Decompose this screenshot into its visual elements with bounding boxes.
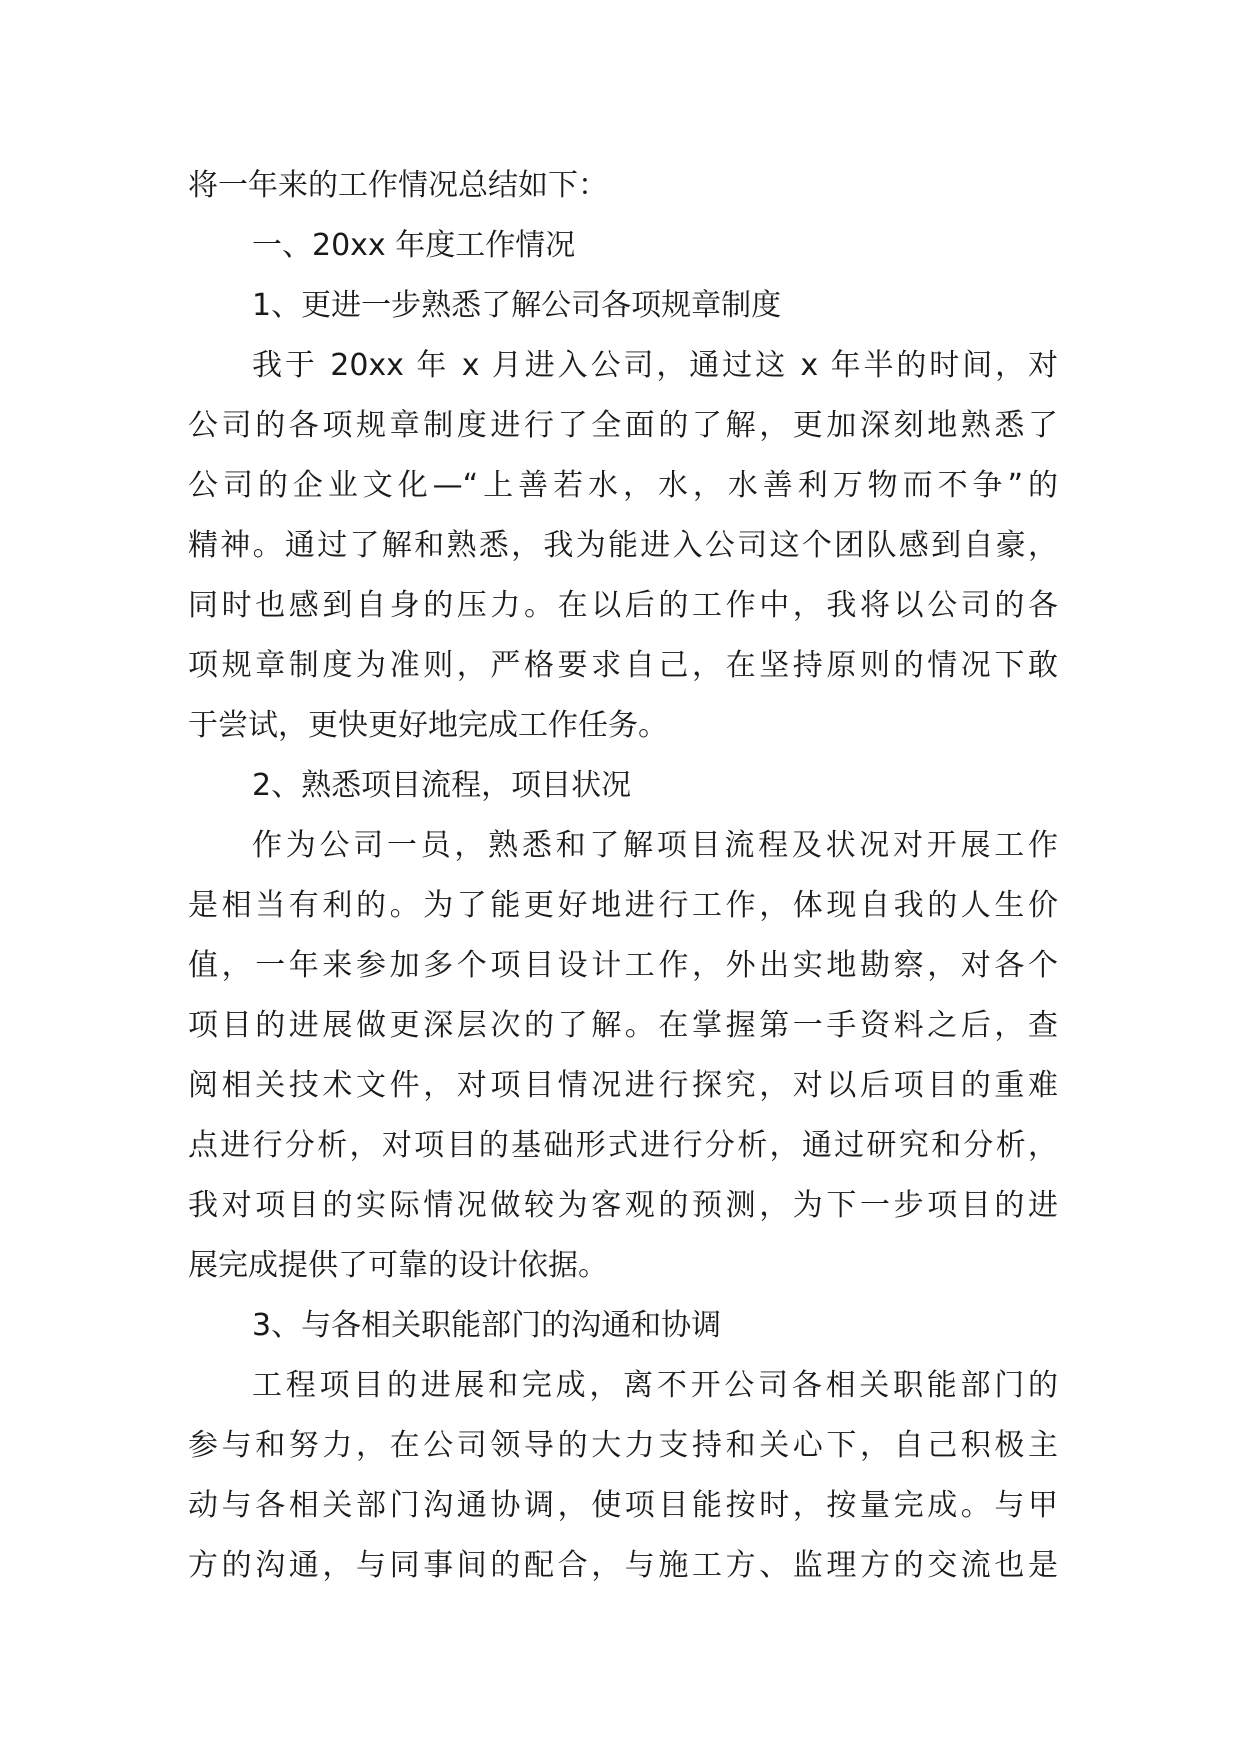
text-line: 公司的各项规章制度进行了全面的了解，更加深刻地熟悉了 bbox=[188, 408, 1058, 443]
text-line: 是相当有利的。为了能更好地进行工作，体现自我的人生价 bbox=[188, 888, 1058, 923]
text-line: 1、更进一步熟悉了解公司各项规章制度 bbox=[252, 288, 782, 323]
text-line: 同时也感到自身的压力。在以后的工作中，我将以公司的各 bbox=[188, 588, 1058, 623]
text-line: 一、20xx 年度工作情况 bbox=[252, 228, 576, 263]
text-line: 点进行分析，对项目的基础形式进行分析，通过研究和分析， bbox=[188, 1128, 1058, 1163]
text-line: 公司的企业文化—“上善若水，水，水善利万物而不争”的 bbox=[188, 468, 1058, 503]
text-line: 我对项目的实际情况做较为客观的预测，为下一步项目的进 bbox=[188, 1188, 1058, 1223]
text-line: 阅相关技术文件，对项目情况进行探究，对以后项目的重难 bbox=[188, 1068, 1058, 1103]
text-line: 参与和努力，在公司领导的大力支持和关心下，自己积极主 bbox=[188, 1428, 1058, 1463]
text-line: 3、与各相关职能部门的沟通和协调 bbox=[252, 1308, 722, 1343]
text-line: 2、熟悉项目流程，项目状况 bbox=[252, 768, 632, 803]
text-line: 作为公司一员，熟悉和了解项目流程及状况对开展工作 bbox=[252, 828, 1058, 863]
text-line: 项目的进展做更深层次的了解。在掌握第一手资料之后，查 bbox=[188, 1008, 1058, 1043]
text-line: 将一年来的工作情况总结如下： bbox=[188, 168, 608, 203]
text-line: 项规章制度为准则，严格要求自己，在坚持原则的情况下敢 bbox=[188, 648, 1058, 683]
text-line: 精神。通过了解和熟悉，我为能进入公司这个团队感到自豪， bbox=[188, 528, 1058, 563]
text-line: 展完成提供了可靠的设计依据。 bbox=[188, 1248, 608, 1283]
text-line: 值，一年来参加多个项目设计工作，外出实地勘察，对各个 bbox=[188, 948, 1058, 983]
text-line: 我于 20xx 年 x 月进入公司，通过这 x 年半的时间，对 bbox=[252, 348, 1058, 383]
text-line: 工程项目的进展和完成，离不开公司各相关职能部门的 bbox=[252, 1368, 1058, 1403]
text-line: 动与各相关部门沟通协调，使项目能按时，按量完成。与甲 bbox=[188, 1488, 1058, 1523]
document-body bbox=[188, 156, 1058, 1596]
text-line: 方的沟通，与同事间的配合，与施工方、监理方的交流也是 bbox=[188, 1548, 1058, 1583]
text-line: 于尝试，更快更好地完成工作任务。 bbox=[188, 708, 668, 743]
